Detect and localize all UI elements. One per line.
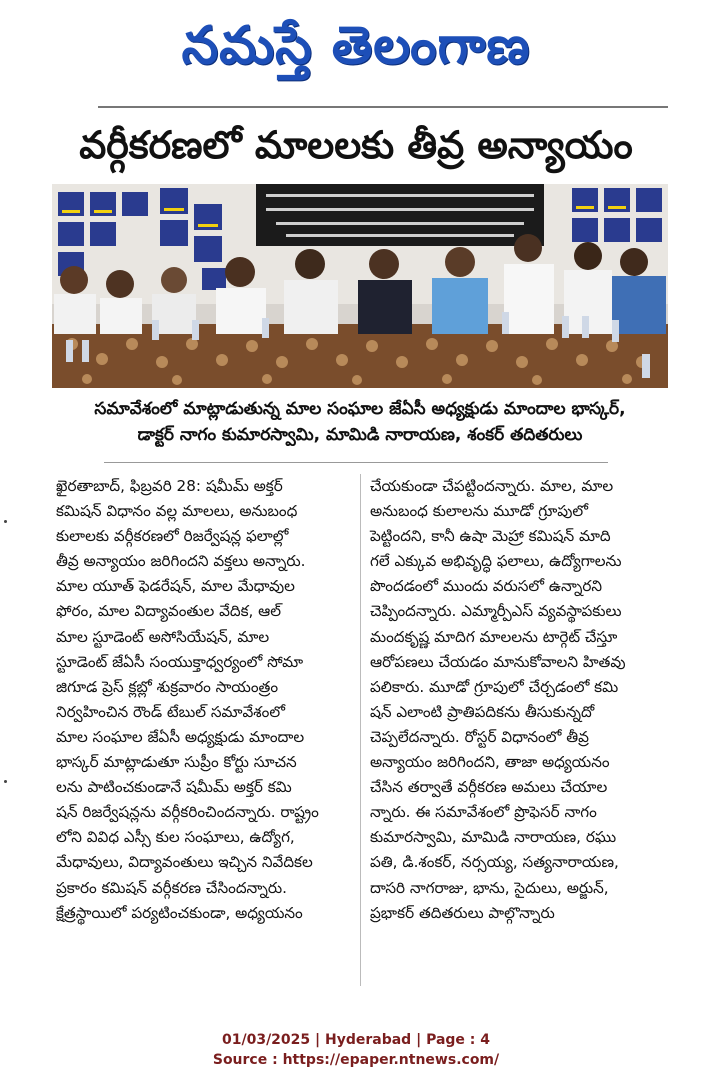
text-line: పెట్టిందని, కానీ ఉషా మెహ్రా కమిషన్ మాది [370,527,611,546]
news-photo [52,184,668,388]
caption-line: సమావేశంలో మాట్లాడుతున్న మాల సంఘాల జేఏసీ అధ్యక్షుడు మాందాల భాస్కర్, [94,399,626,419]
photo-illustration [52,184,668,388]
text-line: మందకృష్ణ మాదిగ మాలలను టార్గెట్ చేస్తూ [370,627,618,646]
text-line: భాస్కర్ మాట్లాడుతూ సుప్రీం కోర్టు సూచన [56,753,297,772]
text-line: చెప్పలేదన్నారు. రోస్టర్ విధానంలో తీవ్ర [370,727,589,746]
text-line: జిగూడ ప్రెస్ క్లబ్లో శుక్రవారం సాయంత్రం [56,677,279,696]
text-line: అనుబంధ కులాలను మూడో గ్రూపులో [370,502,589,521]
text-line: షన్ ఎలాంటి ప్రాతిపదికను తీసుకున్నదో [370,702,595,721]
text-line: గలే ఎక్కువ అభివృద్ధి ఫలాలు, ఉద్యోగాలను [370,552,622,571]
text-line: న్నారు. ఈ సమావేశంలో ప్రొఫెసర్ నాగం [370,803,597,822]
text-line: పలికారు. మూడో గ్రూపులో చేర్చడంలో కమి [370,677,619,696]
newspaper-logo: నమస్తే తెలంగాణ [181,16,531,76]
text-line: ఖైరతాబాద్, ఫిబ్రవరి 28: షమీమ్ అక్తర్ [56,477,283,495]
text-line: కుమారస్వామి, మామిడి నారాయణ, రఘు [370,828,617,847]
margin-dot [4,780,7,783]
text-line: స్టూడెంట్ జేఏసీ సంయుక్తాధ్వర్యంలో సోమా [56,652,304,671]
text-line: అన్యాయం జరిగిందని, తాజా అధ్యయనం [370,753,610,772]
text-line: క్షేత్రస్థాయిలో పర్యటించకుండా, అధ్యయనం [56,903,303,922]
text-line: చేసిన తర్వాతే వర్గీకరణ అమలు చేయాల [370,778,608,797]
margin-dot [4,520,7,523]
text-line: మాల సంఘాల జేఏసీ అధ్యక్షుడు మాందాల [56,727,305,746]
text-line: ప్రభాకర్ తదితరులు పాల్గొన్నారు [370,903,555,922]
text-line: లోని వివిధ ఎస్సీ కుల సంఘాలు, ఉద్యోగ, [56,828,295,847]
text-line: ఆరోపణలు చేయడం మానుకోవాలని హితవు [370,652,626,671]
text-line: పొందడంలో ముందు వరుసలో ఉన్నారని [370,577,603,596]
column-divider [360,474,361,986]
text-line: ప్రకారం కమిషన్ వర్గీకరణ చేసిందన్నారు. [56,878,287,897]
article-column-right [370,474,668,926]
text-line: చెప్పిందన్నారు. ఎమ్మార్పీఎస్ వ్యవస్థాపకులు [370,602,622,621]
text-line: చేయకుండా చేపట్టిందన్నారు. మాల, మాల [370,477,614,495]
text-line: లను పాటించకుండానే షమీమ్ అక్తర్ కమి [56,778,292,797]
text-line: మేధావులు, విద్యావంతులు ఇచ్చిన నివేదికల [56,853,313,872]
text-line: తీవ్ర అన్యాయం జరిగిందని వక్తలు అన్నారు. [56,552,306,571]
caption-divider [104,462,608,463]
text-line: నిర్వహించిన రౌండ్ టేబుల్ సమావేశంలో [56,702,285,721]
source-link[interactable]: Source : https://epaper.ntnews.com/ [212,1052,500,1068]
text-line: దాసరి నాగరాజు, భాను, సైదులు, అర్జున్, [370,878,609,897]
text-line: మాల యూత్ ఫెడరేషన్, మాల మేధావుల [56,577,295,596]
text-line: పతి, డి.శంకర్, నర్సయ్య, సత్యనారాయణ, [370,853,619,872]
text-line: షన్ రిజర్వేషన్లను వర్గీకరించిందన్నారు. రాష్ట్రం [56,803,319,822]
text-line: మాల స్టూడెంట్ అసోసియేషన్, మాల [56,627,270,646]
article-column-left [56,474,354,926]
photo-caption [52,396,668,448]
article-headline: వర్గీకరణలో మాలలకు తీవ్ర అన్యాయం [79,123,633,167]
text-line: కులాలకు వర్గీకరణలో రిజర్వేషన్ల ఫలాల్లో [56,527,289,546]
text-line: ఫోరం, మాల విద్యావంతుల వేదిక, ఆల్ [56,602,282,621]
caption-line: డాక్టర్ నాగం కుమారస్వామి, మామిడి నారాయణ, శంకర్ తదితరులు [137,425,583,445]
masthead-divider [98,106,668,108]
edition-info: 01/03/2025 | Hyderabad | Page : 4 [221,1032,491,1048]
masthead [0,0,712,95]
page-footer [0,1030,712,1070]
text-line: కమిషన్ విధానం వల్ల మాలలు, అనుబంధ [56,502,298,521]
